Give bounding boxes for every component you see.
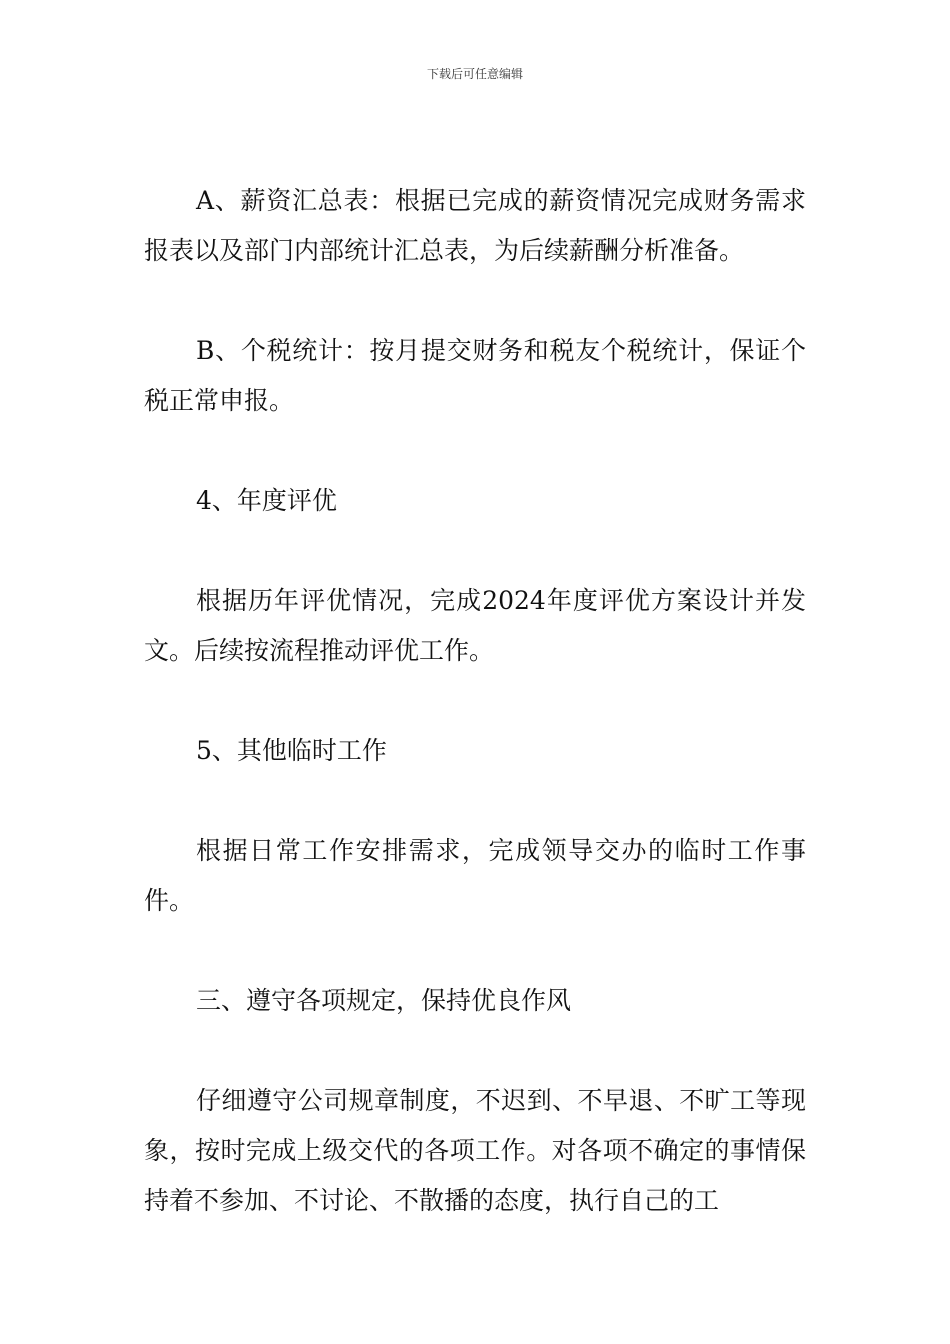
heading-annual-evaluation: 4、年度评优 — [196, 486, 337, 515]
paragraph-salary-summary: A、薪资汇总表：根据已完成的薪资情况完成财务需求报表以及部门内部统计汇总表，为后续薪酬分析准备。 — [144, 186, 806, 265]
paragraph-compliance: 仔细遵守公司规章制度，不迟到、不早退、不旷工等现象，按时完成上级交代的各项工作。对各项不确定的事情保持着不参加、不讨论、不散播的态度，执行自己的工 — [144, 1086, 806, 1215]
paragraph-annual-evaluation: 根据历年评优情况，完成2024年度评优方案设计并发文。后续按流程推动评优工作。 — [144, 586, 806, 665]
heading-other-temporary-work: 5、其他临时工作 — [196, 736, 387, 765]
heading-section-three: 三、遵守各项规定，保持优良作风 — [196, 986, 572, 1015]
paragraph-tax-statistics: B、个税统计：按月提交财务和税友个税统计，保证个税正常申报。 — [144, 336, 806, 415]
document-body — [144, 176, 806, 1226]
page-header: 下载后可任意编辑 — [426, 67, 523, 81]
paragraph-other-temporary-work: 根据日常工作安排需求，完成领导交办的临时工作事件。 — [144, 836, 806, 915]
